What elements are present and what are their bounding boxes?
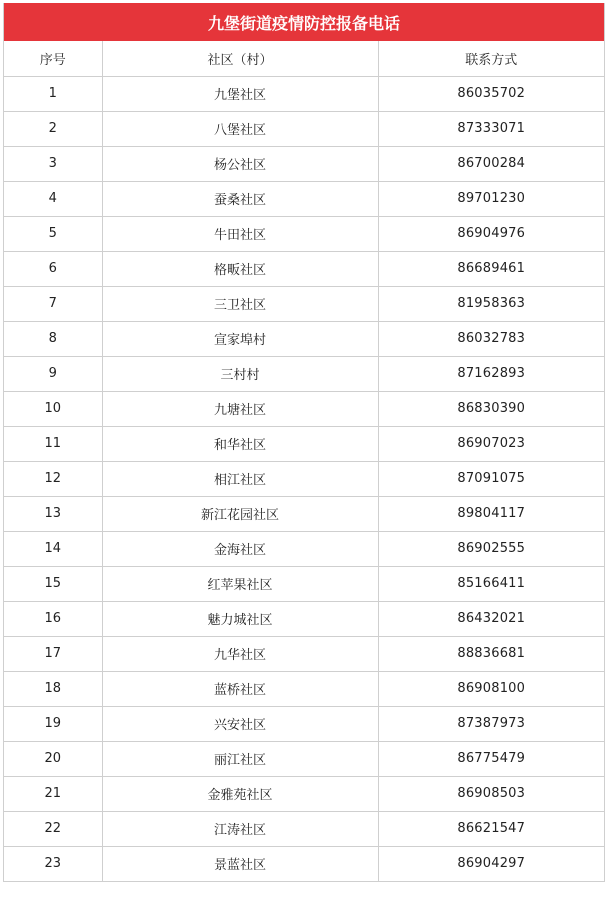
phone-number-cell: 86621547 [378, 811, 604, 846]
table-row [4, 111, 604, 146]
serial-number-cell: 4 [4, 181, 102, 216]
community-name-cell: 蚕桑社区 [102, 181, 378, 216]
header-row [4, 41, 604, 76]
serial-number-cell: 1 [4, 76, 102, 111]
serial-number-cell: 21 [4, 776, 102, 811]
community-name-cell: 江涛社区 [102, 811, 378, 846]
table-row [4, 356, 604, 391]
phone-number-cell: 81958363 [378, 286, 604, 321]
serial-number-cell: 19 [4, 706, 102, 741]
phone-number-cell: 86904297 [378, 846, 604, 881]
serial-number-cell: 12 [4, 461, 102, 496]
table-row [4, 671, 604, 706]
phone-table-container [3, 3, 605, 882]
phone-number-cell: 86432021 [378, 601, 604, 636]
community-name-cell: 新江花园社区 [102, 496, 378, 531]
table-row [4, 76, 604, 111]
table-row [4, 391, 604, 426]
community-name-cell: 相江社区 [102, 461, 378, 496]
serial-number-cell: 15 [4, 566, 102, 601]
table-row [4, 531, 604, 566]
serial-number-cell: 17 [4, 636, 102, 671]
table-row [4, 496, 604, 531]
header-contact: 联系方式 [378, 41, 604, 76]
community-name-cell: 金雅苑社区 [102, 776, 378, 811]
community-name-cell: 魅力城社区 [102, 601, 378, 636]
serial-number-cell: 6 [4, 251, 102, 286]
phone-table [4, 41, 604, 882]
serial-number-cell: 5 [4, 216, 102, 251]
table-body [4, 76, 604, 881]
serial-number-cell: 22 [4, 811, 102, 846]
community-name-cell: 景蓝社区 [102, 846, 378, 881]
phone-number-cell: 87333071 [378, 111, 604, 146]
table-row [4, 216, 604, 251]
table-header [4, 41, 604, 76]
phone-number-cell: 86908100 [378, 671, 604, 706]
community-name-cell: 蓝桥社区 [102, 671, 378, 706]
phone-number-cell: 86830390 [378, 391, 604, 426]
community-name-cell: 牛田社区 [102, 216, 378, 251]
serial-number-cell: 2 [4, 111, 102, 146]
serial-number-cell: 8 [4, 321, 102, 356]
community-name-cell: 和华社区 [102, 426, 378, 461]
phone-number-cell: 86035702 [378, 76, 604, 111]
phone-number-cell: 86902555 [378, 531, 604, 566]
phone-number-cell: 86904976 [378, 216, 604, 251]
table-row [4, 601, 604, 636]
phone-number-cell: 86032783 [378, 321, 604, 356]
phone-number-cell: 86775479 [378, 741, 604, 776]
serial-number-cell: 20 [4, 741, 102, 776]
table-row [4, 741, 604, 776]
serial-number-cell: 3 [4, 146, 102, 181]
table-row [4, 461, 604, 496]
serial-number-cell: 13 [4, 496, 102, 531]
community-name-cell: 九堡社区 [102, 76, 378, 111]
serial-number-cell: 23 [4, 846, 102, 881]
community-name-cell: 兴安社区 [102, 706, 378, 741]
header-serial: 序号 [4, 41, 102, 76]
table-row [4, 776, 604, 811]
community-name-cell: 金海社区 [102, 531, 378, 566]
community-name-cell: 三卫社区 [102, 286, 378, 321]
serial-number-cell: 9 [4, 356, 102, 391]
serial-number-cell: 11 [4, 426, 102, 461]
community-name-cell: 八堡社区 [102, 111, 378, 146]
community-name-cell: 九塘社区 [102, 391, 378, 426]
table-row [4, 566, 604, 601]
phone-number-cell: 86907023 [378, 426, 604, 461]
community-name-cell: 格畈社区 [102, 251, 378, 286]
community-name-cell: 三村村 [102, 356, 378, 391]
phone-number-cell: 86689461 [378, 251, 604, 286]
phone-number-cell: 87091075 [378, 461, 604, 496]
serial-number-cell: 18 [4, 671, 102, 706]
serial-number-cell: 16 [4, 601, 102, 636]
serial-number-cell: 14 [4, 531, 102, 566]
table-title: 九堡街道疫情防控报备电话 [4, 3, 604, 41]
phone-number-cell: 89701230 [378, 181, 604, 216]
phone-number-cell: 86700284 [378, 146, 604, 181]
community-name-cell: 九华社区 [102, 636, 378, 671]
table-row [4, 181, 604, 216]
phone-number-cell: 86908503 [378, 776, 604, 811]
phone-number-cell: 87387973 [378, 706, 604, 741]
table-row [4, 636, 604, 671]
table-row [4, 811, 604, 846]
phone-number-cell: 88836681 [378, 636, 604, 671]
serial-number-cell: 10 [4, 391, 102, 426]
community-name-cell: 杨公社区 [102, 146, 378, 181]
table-row [4, 846, 604, 881]
header-community: 社区（村） [102, 41, 378, 76]
table-row [4, 146, 604, 181]
phone-number-cell: 89804117 [378, 496, 604, 531]
community-name-cell: 宣家埠村 [102, 321, 378, 356]
phone-number-cell: 87162893 [378, 356, 604, 391]
table-row [4, 426, 604, 461]
table-row [4, 706, 604, 741]
community-name-cell: 红苹果社区 [102, 566, 378, 601]
table-row [4, 321, 604, 356]
community-name-cell: 丽江社区 [102, 741, 378, 776]
table-row [4, 251, 604, 286]
serial-number-cell: 7 [4, 286, 102, 321]
phone-number-cell: 85166411 [378, 566, 604, 601]
table-row [4, 286, 604, 321]
